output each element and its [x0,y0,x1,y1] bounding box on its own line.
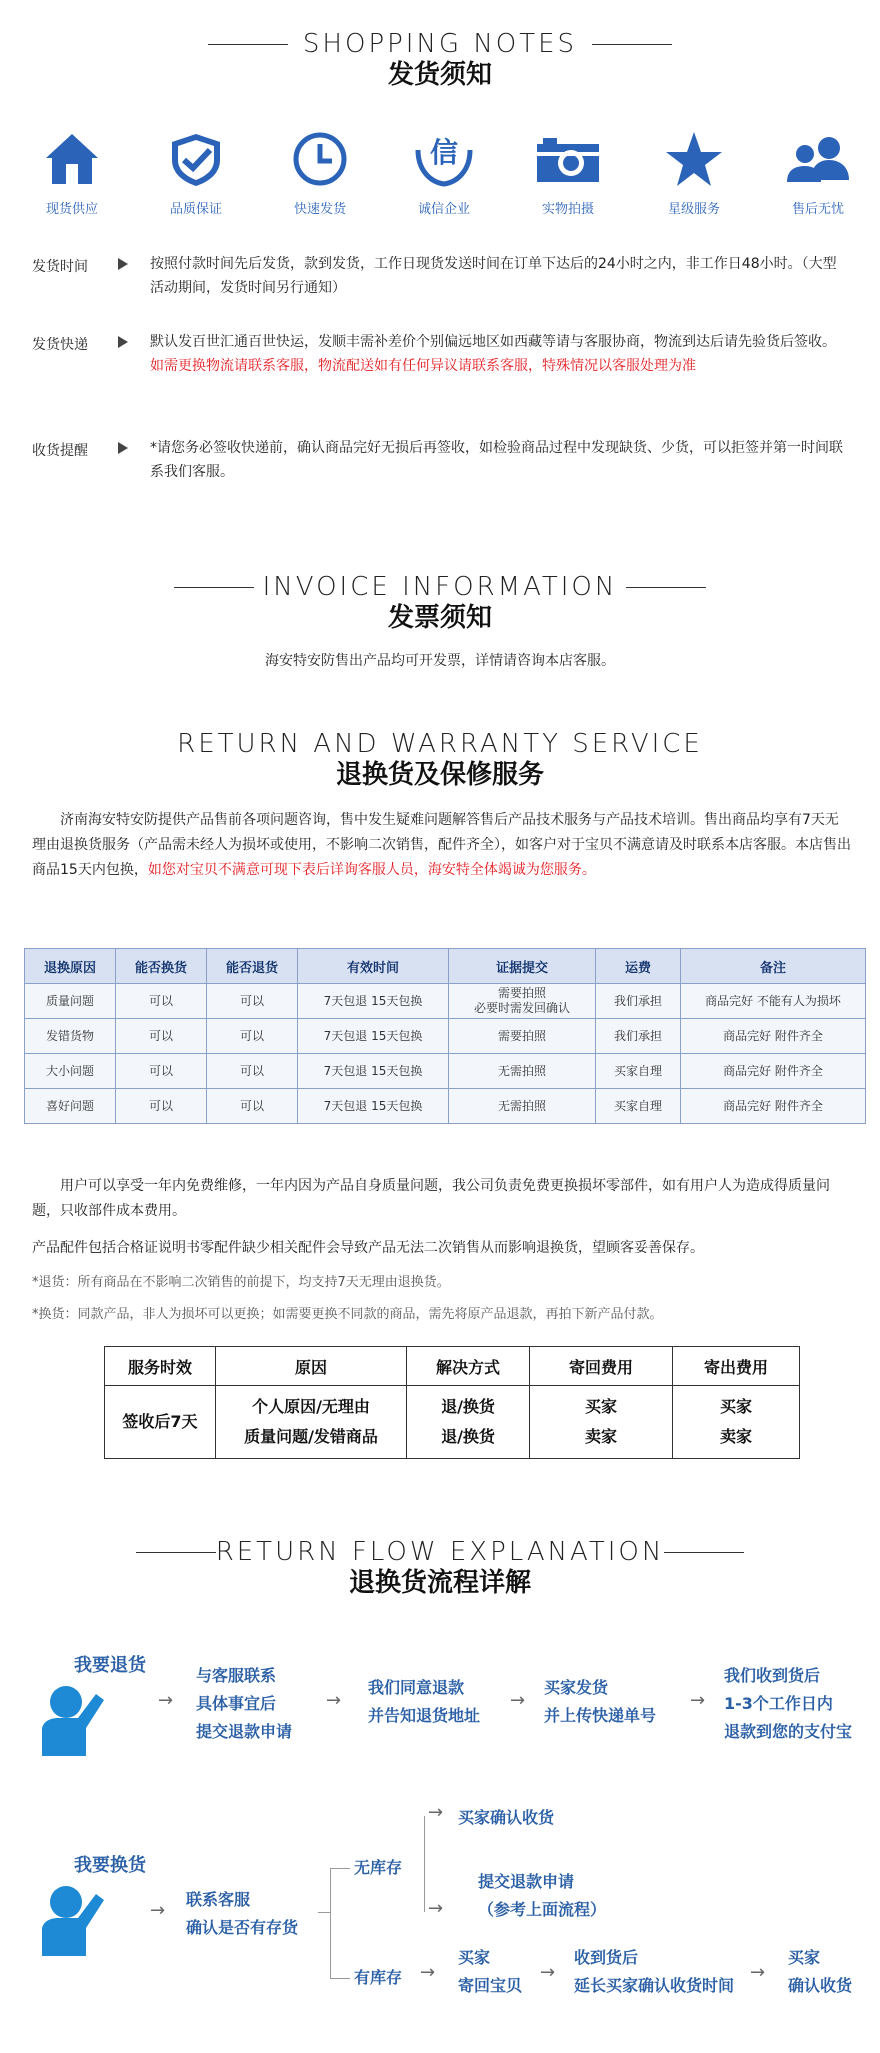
person-pointing-icon [34,1880,120,1956]
in-stock-step-3 [788,1944,852,2000]
feature-star [654,130,734,217]
warranty-title-en: RETURN AND WARRANTY SERVICE [177,729,703,759]
flow-line: 确认收货 [788,1976,853,1995]
table-cell: 大小问题 [25,1054,116,1089]
feature-quality [156,130,236,217]
warranty-title-cn: 退换货及保修服务 [335,760,544,790]
people-icon [783,130,853,188]
table-header: 有效时间 [298,949,449,984]
return-step-1 [196,1662,292,1746]
warranty-para-red: 如您对宝贝不满意可现下表后详询客服人员，海安特全体竭诚为您服务。 [147,862,596,878]
star-icon [664,130,724,188]
table-header: 解决方式 [407,1347,530,1386]
table-header: 寄回费用 [530,1347,673,1386]
flow-line: 提交退款申请 [478,1872,575,1891]
warranty-paragraph [32,808,852,883]
repair-paragraph: 用户可以享受一年内免费维修，一年内因为产品自身质量问题，我公司负责免费更换损坏零部件，如有用户人为造成得质量问题，只收部件成本费用。 [32,1178,830,1219]
exchange-note: *换货：同款产品，非人为损坏可以更换；如需要更换不同款的商品，需先将原产品退款，再拍下新产品付款。 [32,1307,663,1322]
exchange-step-contact [186,1886,298,1942]
table-row [25,1019,866,1054]
in-stock-step-1 [458,1944,522,2000]
shield-check-icon [166,130,226,188]
table-header: 能否退货 [207,949,298,984]
cell-line: 买家 [584,1397,617,1416]
table-cell: 商品完好 附件齐全 [681,1054,866,1089]
note-text-ship-time: 按照付款时间先后发货，款到发货，工作日现货发送时间在订单下达后的24小时之内，非工作日48小时。（大型活动期间，发货时间另行通知） [150,256,837,296]
note-label-ship-time: 发货时间 [32,259,88,275]
return-step-4 [724,1662,852,1746]
table-header: 备注 [681,949,866,984]
table-header-row [105,1347,800,1386]
branch-line [318,1912,330,1913]
warranty-para-black: 济南海安特安防提供产品售前各项问题咨询，售中发生疑难问题解答售后产品技术服务与产品技术培训。售出商品均享有7天无理由退换货服务（产品需未经人为损坏或使用，不影响二次销售，配件齐全），如客户对于宝贝不满意请及时联系本店客服。本店售出商品15天内包换， [32,812,851,878]
arrow-right-icon: → [326,1690,342,1711]
return-title: 我要退货 [74,1655,146,1676]
table-row [105,1386,800,1459]
arrow-right-icon: → [510,1690,526,1711]
in-stock-step-2 [574,1944,734,2000]
branch-line [330,1868,331,1978]
shopping-title-en: SHOPPING NOTES [302,29,578,59]
clock-icon [290,130,350,188]
table-cell: 无需拍照 [449,1054,596,1089]
arrow-right-icon: → [158,1690,174,1711]
table-cell: 可以 [207,1054,298,1089]
cell-line: 卖家 [584,1427,617,1446]
feature-photo [528,130,608,217]
table-cell: 喜好问题 [25,1089,116,1124]
table-cell: 可以 [207,984,298,1019]
flow-title-cn: 退换货流程详解 [348,1568,531,1598]
table-cell: 7天包退 15天包换 [298,1089,449,1124]
arrow-right-icon: → [690,1690,706,1711]
arrow-right-icon: → [540,1962,556,1983]
table-row [25,984,866,1019]
cell-line: 个人原因/无理由 [252,1397,370,1416]
flow-line: 我们同意退款 [368,1678,465,1697]
feature-label: 诚信企业 [417,202,470,217]
house-icon [42,130,102,188]
trust-hands-icon [414,130,474,188]
table-cell [407,1386,530,1459]
table-cell: 7天包退 15天包换 [298,1019,449,1054]
table-cell: 商品完好 附件齐全 [681,1089,866,1124]
table-cell: 我们承担 [596,984,681,1019]
no-stock-refund [478,1868,606,1924]
table-cell: 可以 [207,1089,298,1124]
flow-line: 寄回宝贝 [458,1976,523,1995]
table-cell: 需要拍照 [449,1019,596,1054]
return-note: *退货：所有商品在不影响二次销售的前提下，均支持7天无理由退换货。 [32,1275,450,1290]
table-header: 证据提交 [449,949,596,984]
invoice-text: 海安特安防售出产品均可开发票，详情请咨询本店客服。 [265,653,615,669]
flow-line: 收到货后 [574,1948,639,1967]
branch-line [330,1868,350,1869]
feature-label: 售后无忧 [791,202,844,217]
table-cell: 买家自理 [596,1089,681,1124]
svg-text:信: 信 [429,136,459,169]
return-step-2 [368,1674,480,1730]
arrow-right-icon: → [150,1900,166,1921]
note-text-receive: *请您务必签收快递前，确认商品完好无损后再签收，如检验商品过程中发现缺货、少货，可以拒签并第一时间联系我们客服。 [150,440,843,480]
note-label-receive: 收货提醒 [32,443,88,459]
table-header: 能否换货 [116,949,207,984]
person-pointing-icon [34,1680,120,1756]
table-cell: 7天包退 15天包换 [298,984,449,1019]
table-header: 原因 [216,1347,407,1386]
invoice-title-en: INVOICE INFORMATION [262,572,618,602]
table-cell: 可以 [207,1019,298,1054]
table-cell: 可以 [116,1089,207,1124]
table-row [25,1089,866,1124]
note-label-courier: 发货快递 [32,337,88,353]
table-header: 寄出费用 [673,1347,800,1386]
triangle-right-icon [118,442,128,454]
note-text-courier [150,330,850,378]
flow-line: 1-3个工作日内 [724,1694,833,1713]
table-cell: 需要拍照 必要时需发回确认 [449,984,596,1019]
table-cell: 7天包退 15天包换 [298,1054,449,1089]
table-cell: 签收后7天 [105,1386,216,1459]
cell-line: 卖家 [719,1427,752,1446]
table-cell: 可以 [116,1019,207,1054]
note-courier-body: 默认发百世汇通百世快运，发顺丰需补差价个别偏远地区如西藏等请与客服协商，物流到达后请先验货后签收。 [150,334,836,350]
feature-aftersale [778,130,858,217]
table-header: 服务时效 [105,1347,216,1386]
arrow-right-icon: → [428,1802,444,1823]
feature-trust [404,130,484,217]
flow-line: 提交退款申请 [196,1722,293,1741]
flow-line: 确认是否有存货 [186,1918,299,1937]
feature-label: 实物拍摄 [541,202,594,217]
feature-fast [280,130,360,217]
flow-line: 买家 [788,1948,821,1967]
triangle-right-icon [118,258,128,270]
cell-line: 退/换货 [441,1427,495,1446]
no-stock-label: 无库存 [354,1858,403,1877]
flow-line: 退款到您的支付宝 [724,1722,853,1741]
table-cell [216,1386,407,1459]
shopping-title-cn: 发货须知 [387,60,492,90]
feature-label: 品质保证 [169,202,222,217]
table-cell: 质量问题 [25,984,116,1019]
cell-line: 质量问题/发错商品 [244,1427,378,1446]
no-stock-confirm: 买家确认收货 [458,1808,555,1827]
service-table [104,1346,800,1459]
arrow-right-icon: → [420,1962,436,1983]
return-step-3 [544,1674,656,1730]
table-cell: 发错货物 [25,1019,116,1054]
branch-line [330,1978,350,1979]
flow-line: （参考上面流程） [478,1900,607,1919]
table-cell: 可以 [116,1054,207,1089]
branch-line [424,1816,425,1912]
flow-line: 并上传快递单号 [544,1706,657,1725]
flow-line: 买家发货 [544,1678,609,1697]
exchange-title: 我要换货 [74,1855,146,1876]
cell-line: 退/换货 [441,1397,495,1416]
flow-line: 与客服联系 [196,1666,277,1685]
in-stock-label: 有库存 [354,1968,403,1987]
table-cell [530,1386,673,1459]
table-cell: 我们承担 [596,1019,681,1054]
table-cell: 买家自理 [596,1054,681,1089]
table-cell: 商品完好 不能有人为损坏 [681,984,866,1019]
flow-line: 买家 [458,1948,491,1967]
note-courier-red: 如需更换物流请联系客服，物流配送如有任何异议请联系客服，特殊情况以客服处理为准 [150,358,696,374]
feature-label: 现货供应 [45,202,98,217]
table-header: 运费 [596,949,681,984]
feature-stock [32,130,112,217]
table-header-row [25,949,866,984]
table-cell: 商品完好 附件齐全 [681,1019,866,1054]
table-cell: 无需拍照 [449,1089,596,1124]
camera-icon [533,130,603,188]
flow-title-en: RETURN FLOW EXPLANATION [215,1537,665,1567]
arrow-right-icon: → [428,1898,444,1919]
table-row [25,1054,866,1089]
flow-line: 并告知退货地址 [368,1706,481,1725]
cell-line: 买家 [719,1397,752,1416]
feature-label: 快速发货 [293,202,346,217]
flow-line: 具体事宜后 [196,1694,277,1713]
feature-label: 星级服务 [667,202,720,217]
table-cell [673,1386,800,1459]
accessory-warning: 产品配件包括合格证说明书零配件缺少相关配件会导致产品无法二次销售从而影响退换货，望顾客妥善保存。 [32,1240,704,1256]
flow-line: 我们收到货后 [724,1666,821,1685]
triangle-right-icon [118,336,128,348]
flow-line: 延长买家确认收货时间 [574,1976,735,1995]
flow-line: 联系客服 [186,1890,251,1909]
warranty-table [24,948,866,1124]
table-header: 退换原因 [25,949,116,984]
arrow-right-icon: → [750,1962,766,1983]
invoice-title-cn: 发票须知 [387,603,492,633]
table-cell: 可以 [116,984,207,1019]
